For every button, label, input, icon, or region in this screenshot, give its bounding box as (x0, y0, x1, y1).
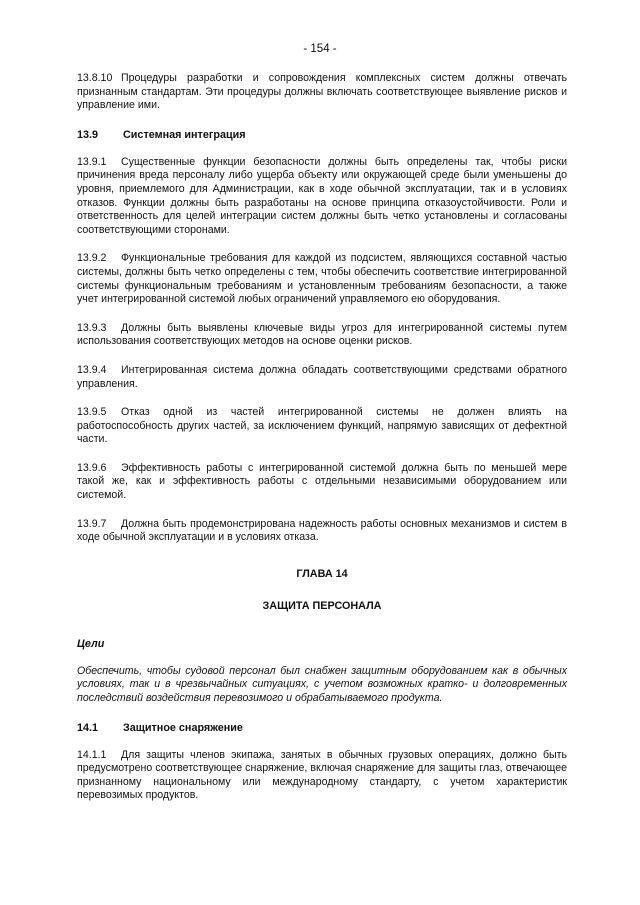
paragraph-number: 13.9.4 (77, 363, 107, 376)
section-heading-13-9 (77, 128, 567, 142)
page-content (77, 72, 567, 818)
paragraph-text: Для защиты членов экипажа, занятых в обычных грузовых операциях, должно быть предусмотрено соответствующее снаряжение, включая снаряжение для защиты глаз, отвечающее признанному национальному или международному стандарту, с учетом характеристик перевозимых продуктов. (77, 748, 567, 802)
paragraph-text: Функциональные требования для каждой из подсистем, являющихся составной частью системы, должны быть четко определены с тем, чтобы обеспечить соответствие интегрированной системы функциональным требованиям и установленным требованиям безопасности, а также учет интегрированной системой любых ограничений управляемого ею оборудования. (77, 252, 567, 306)
paragraph-number: 14.1.1 (77, 748, 107, 761)
paragraph-text: Интегрированная система должна обладать соответствующими средствами обратного управления. (77, 363, 567, 390)
paragraph-13-9-1 (77, 156, 567, 238)
page-number: - 154 - (303, 43, 337, 55)
paragraph-text: Должны быть выявлены ключевые виды угроз для интегрированной системы путем использования соответствующих методов на основе оценки рисков. (77, 321, 567, 348)
paragraph-13-9-3 (77, 322, 567, 349)
paragraph-text: Существенные функции безопасности должны быть определены так, чтобы риски причинения вреда персоналу либо ущерба объекту или окружающей среде были уменьшены до уровня, приемлемого для Администрации, как в ходе обычной эксплуатации, так и в условиях отказов. Функции должны быть разработаны на основе принципа отказоустойчивости. Роли и ответственность для целей интеграции систем должны быть четко установлены и согласованы соответствующими сторонами. (77, 155, 567, 236)
paragraph-text: Отказ одной из частей интегрированной системы не должен влиять на работоспособность других частей, за исключением функций, напрямую зависящих от дефектной части. (77, 406, 567, 446)
section-number: 13.9 (77, 128, 99, 141)
paragraph-number: 13.9.3 (77, 321, 107, 334)
paragraph-14-1-1 (77, 749, 567, 803)
paragraph-13-9-7 (77, 518, 567, 545)
section-number: 14.1 (77, 721, 99, 734)
goals-text: Обеспечить, чтобы судовой персонал был снабжен защитным оборудованием как в обычных условиях, так и в чрезвычайных ситуациях, с учетом возможных кратко- и долговременных последствий воздействия перевозимого и обрабатываемого продукта. (77, 664, 567, 705)
section-heading-14-1 (77, 721, 567, 735)
paragraph-13-8-10 (77, 72, 567, 113)
paragraph-13-9-6 (77, 462, 567, 503)
paragraph-number: 13.9.2 (77, 252, 107, 265)
paragraph-number: 13.9.7 (77, 517, 107, 530)
section-title: Системная интеграция (123, 128, 246, 141)
paragraph-text: Эффективность работы с интегрированной системой должна быть по меньшей мере такой же, как и эффективность работы с отдельными независимыми оборудованием или системой. (77, 461, 567, 502)
paragraph-text: Процедуры разработки и сопровождения комплексных систем должны отвечать признанным стандартам. Эти процедуры должны включать соответствующее выявление рисков и управление ими. (77, 72, 567, 112)
paragraph-number: 13.9.1 (77, 155, 107, 168)
goals-label: Цели (77, 637, 105, 650)
paragraph-number: 13.9.5 (77, 406, 107, 419)
paragraph-13-9-2 (77, 252, 567, 306)
paragraph-text: Должна быть продемонстрирована надежность работы основных механизмов и систем в ходе обычной эксплуатации и в условиях отказа. (77, 517, 567, 544)
paragraph-13-9-5 (77, 406, 567, 447)
section-title: Защитное снаряжение (123, 721, 243, 734)
paragraph-number: 13.9.6 (77, 461, 107, 474)
chapter-label: ГЛАВА 14 (296, 567, 348, 580)
paragraph-13-9-4 (77, 364, 567, 391)
paragraph-number: 13.8.10 (77, 72, 113, 84)
chapter-title: ЗАЩИТА ПЕРСОНАЛА (262, 599, 382, 612)
